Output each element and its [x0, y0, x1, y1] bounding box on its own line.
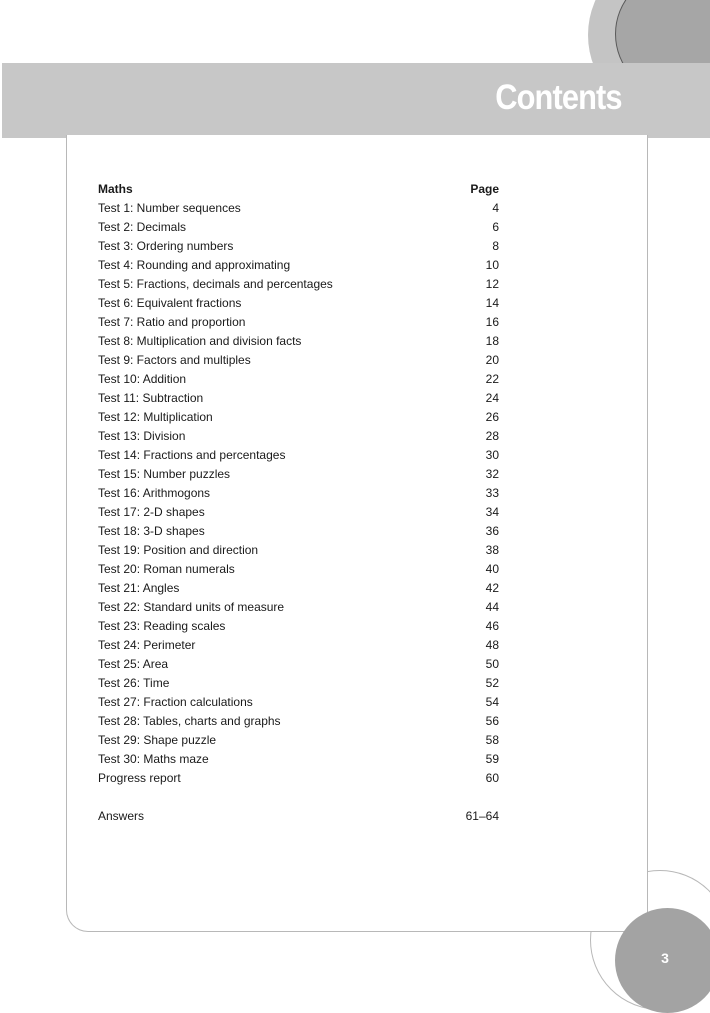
toc-entry-page: 4 — [492, 201, 499, 215]
toc-entry-title: Test 28: Tables, charts and graphs — [98, 714, 281, 728]
toc-entry — [98, 750, 499, 769]
toc-entry-page: 44 — [485, 600, 499, 614]
toc-page-label: Page — [470, 182, 499, 196]
toc-entry-page: 26 — [485, 410, 499, 424]
toc-entry-title: Progress report — [98, 771, 181, 785]
toc-entry-title: Test 30: Maths maze — [98, 752, 209, 766]
toc-entry-page: 32 — [485, 467, 499, 481]
toc-spacer — [98, 788, 499, 807]
toc-entry-title: Test 13: Division — [98, 429, 186, 443]
toc-entry-page: 50 — [485, 657, 499, 671]
toc-entry-title: Test 11: Subtraction — [98, 391, 204, 405]
toc-entry — [98, 484, 499, 503]
toc-entry — [98, 332, 499, 351]
toc-entry-page: 14 — [485, 296, 499, 310]
toc-entry-title: Test 12: Multiplication — [98, 410, 213, 424]
toc-entry-page: 56 — [485, 714, 499, 728]
toc-entries — [98, 199, 499, 788]
toc-entry — [98, 370, 499, 389]
toc-entry — [98, 427, 499, 446]
toc-entry — [98, 731, 499, 750]
toc-entry-page: 42 — [485, 581, 499, 595]
toc-entry-title: Test 9: Factors and multiples — [98, 353, 251, 367]
toc-entry-title: Test 7: Ratio and proportion — [98, 315, 246, 329]
toc-section-label: Maths — [98, 182, 133, 196]
toc-entry-title: Test 14: Fractions and percentages — [98, 448, 286, 462]
toc-entry-title: Test 26: Time — [98, 676, 170, 690]
toc-entry — [98, 313, 499, 332]
toc-entry-title: Answers — [98, 809, 145, 823]
toc-entry — [98, 579, 499, 598]
toc-entry-title: Test 17: 2-D shapes — [98, 505, 205, 519]
toc-header-row — [98, 180, 499, 199]
toc-entry-page: 8 — [492, 239, 499, 253]
toc-entry-page: 16 — [485, 315, 499, 329]
toc-entry-page: 33 — [485, 486, 499, 500]
toc-entry — [98, 522, 499, 541]
toc-entry-page: 24 — [485, 391, 499, 405]
toc-entry — [98, 636, 499, 655]
toc-entry-page: 6 — [492, 220, 499, 234]
toc-entry — [98, 541, 499, 560]
toc-entry — [98, 712, 499, 731]
toc-entry-page: 46 — [485, 619, 499, 633]
toc-entry-page: 20 — [485, 353, 499, 367]
toc-entry-title: Test 8: Multiplication and division facts — [98, 334, 302, 348]
toc-entry-page: 18 — [485, 334, 499, 348]
toc-entry — [98, 237, 499, 256]
toc-entry-page: 12 — [485, 277, 499, 291]
toc-entry — [98, 294, 499, 313]
toc-entry — [98, 655, 499, 674]
toc-entry-title: Test 20: Roman numerals — [98, 562, 235, 576]
toc-entry-title: Test 6: Equivalent fractions — [98, 296, 242, 310]
toc-entry-page: 48 — [485, 638, 499, 652]
toc-entry — [98, 503, 499, 522]
toc-entry-title: Test 10: Addition — [98, 372, 187, 386]
toc-entry-page: 28 — [485, 429, 499, 443]
toc-entry-page: 59 — [485, 752, 499, 766]
toc-entry — [98, 617, 499, 636]
toc-entry-title: Test 16: Arithmogons — [98, 486, 211, 500]
toc-entry-title: Test 23: Reading scales — [98, 619, 226, 633]
toc-entry — [98, 256, 499, 275]
toc-entry — [98, 199, 499, 218]
toc-entry-title: Test 21: Angles — [98, 581, 180, 595]
toc-entry-title: Test 2: Decimals — [98, 220, 187, 234]
toc-entry-page: 54 — [485, 695, 499, 709]
toc-entry-title: Test 22: Standard units of measure — [98, 600, 285, 614]
toc-entry — [98, 389, 499, 408]
toc-entry — [98, 408, 499, 427]
toc-entry — [98, 693, 499, 712]
toc-entry-page: 22 — [485, 372, 499, 386]
toc-entry — [98, 769, 499, 788]
toc-entry-page: 38 — [485, 543, 499, 557]
toc-entry — [98, 218, 499, 237]
toc-entry-title: Test 3: Ordering numbers — [98, 239, 234, 253]
toc-entry-page: 10 — [485, 258, 499, 272]
toc-entry-title: Test 1: Number sequences — [98, 201, 241, 215]
toc-entry-title: Test 29: Shape puzzle — [98, 733, 217, 747]
toc-entry — [98, 598, 499, 617]
toc-entry-page: 34 — [485, 505, 499, 519]
toc-entry — [98, 674, 499, 693]
toc-entry-page: 58 — [485, 733, 499, 747]
page-number: 3 — [661, 950, 669, 966]
toc-entry-title: Test 25: Area — [98, 657, 169, 671]
toc-entry-title: Test 4: Rounding and approximating — [98, 258, 291, 272]
toc-entry-page: 52 — [485, 676, 499, 690]
toc-entry-title: Test 24: Perimeter — [98, 638, 196, 652]
toc-entry-title: Test 19: Position and direction — [98, 543, 259, 557]
toc-answers-row — [98, 807, 499, 826]
toc-entry-title: Test 18: 3-D shapes — [98, 524, 205, 538]
toc-entry-page: 60 — [485, 771, 499, 785]
toc-entry — [98, 351, 499, 370]
toc-entry-page: 61–64 — [465, 809, 499, 823]
toc-entry-page: 36 — [485, 524, 499, 538]
toc-entry-title: Test 27: Fraction calculations — [98, 695, 253, 709]
toc-entry — [98, 465, 499, 484]
toc-entry-page: 30 — [485, 448, 499, 462]
toc-entry — [98, 560, 499, 579]
toc-entry-title: Test 5: Fractions, decimals and percentages — [98, 277, 333, 291]
page-title: Contents — [495, 78, 622, 117]
toc-entry — [98, 275, 499, 294]
toc-entry — [98, 446, 499, 465]
table-of-contents — [98, 180, 499, 826]
toc-entry-title: Test 15: Number puzzles — [98, 467, 231, 481]
toc-entry-page: 40 — [485, 562, 499, 576]
